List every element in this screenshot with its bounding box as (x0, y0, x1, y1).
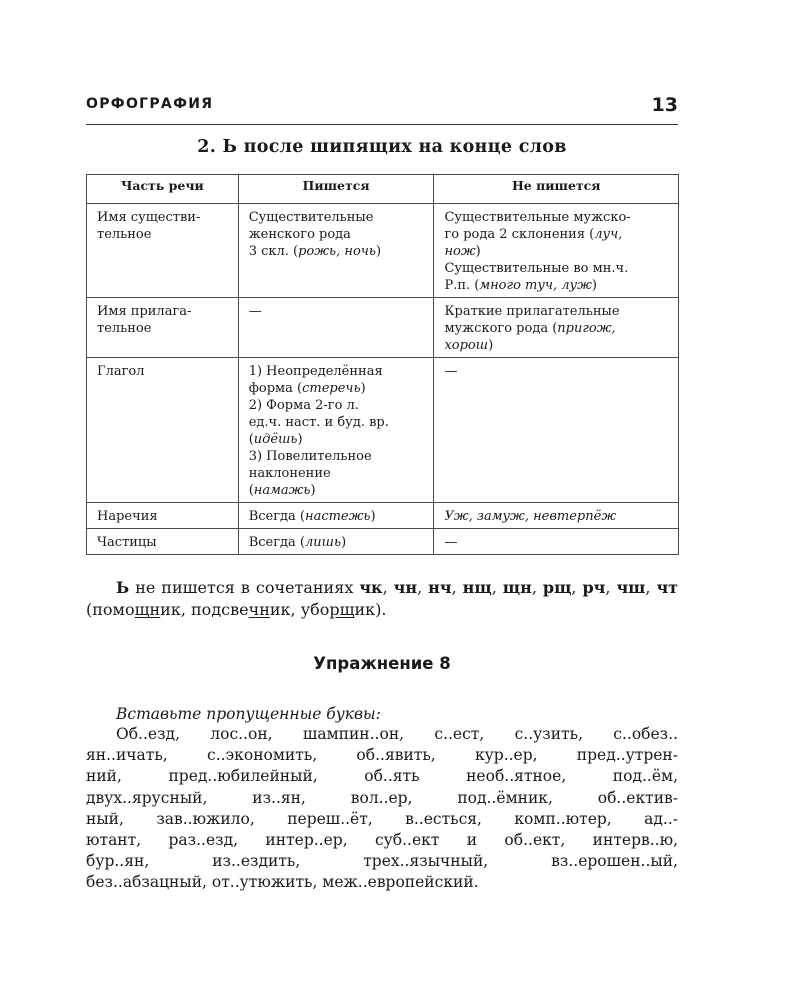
cell-not-written: — (434, 358, 679, 503)
example-word-3: уборщик (300, 600, 376, 619)
table-row-adjective (87, 298, 679, 358)
page-number: 13 (651, 94, 678, 116)
table-row-verb (87, 358, 679, 503)
letter-combinations: чк, чн, нч, нщ, щн, рщ, рч, чш, чт (359, 578, 679, 597)
cell-part-of-speech: Наречия (87, 503, 239, 529)
exercise-title: Упражнение 8 (313, 654, 451, 673)
cell-written: Всегда (настежь) (238, 503, 434, 529)
column-header-written: Пишется (238, 175, 434, 204)
letter-combination: чн (393, 578, 418, 597)
cell-not-written: Уж, замуж, невтерпёж (434, 503, 679, 529)
table-row-noun (87, 204, 679, 298)
table-row-particles (87, 529, 679, 555)
exercise-instruction: Вставьте пропущенные буквы: (116, 705, 381, 723)
cell-part-of-speech: Частицы (87, 529, 239, 555)
table-header-row (87, 175, 679, 204)
exercise-line: ютант, раз..езд, интер..ер, суб..ект и об..ект, интерв..ю, (86, 831, 678, 850)
exercise-line: ян..ичать, с..экономить, об..явить, кур..ер, пред..утрен- (86, 746, 678, 765)
section-title: ОРФОГРАФИЯ (86, 96, 214, 112)
example-word-1: помощник (92, 600, 181, 619)
cell-written: Всегда (лишь) (238, 529, 434, 555)
exercise-line: бур..ян, из..ездить, трех..язычный, вз..ерошен..ый, (86, 852, 678, 871)
letter-combination: нщ (462, 578, 492, 597)
exercise-text (86, 724, 678, 894)
cell-written: 1) Неопределённая форма (стеречь) 2) Форма 2-го л. ед.ч. наст. и буд. вр. (идёшь) 3) Повелительное наклонение (намажь) (238, 358, 434, 503)
cell-not-written: — (434, 529, 679, 555)
rule-note-text: не пишется в сочетаниях (129, 578, 360, 597)
cell-written: — (238, 298, 434, 358)
column-header-not-written: Не пишется (434, 175, 679, 204)
exercise-line: ный, зав..южило, переш..ёт, в..есться, комп..ютер, ад..- (86, 809, 678, 828)
page-header (86, 94, 678, 125)
letter-combination: щн (502, 578, 532, 597)
letter-combination: рч (582, 578, 606, 597)
column-header-part-of-speech: Часть речи (87, 175, 239, 204)
rule-note: Ь не пишется в сочетаниях чк, чн, нч, нщ, щн, рщ, рч, чш, чт (помощник, подсвечник, уборщик). (86, 578, 679, 619)
exercise-line: без..абзацный, от..утюжить, меж..европейский. (86, 873, 479, 892)
examples-open: ( (86, 600, 93, 619)
example-word-2: подсвечник (191, 600, 291, 619)
exercise-line: ний, пред..юбилейный, об..ять необ..ятное, под..ём, (86, 767, 678, 786)
cell-part-of-speech: Имя существи- тельное (87, 204, 239, 298)
letter-combination: чт (656, 578, 679, 597)
letter-combination: нч (428, 578, 452, 597)
cell-not-written: Существительные мужско- го рода 2 склонения (луч, нож) Существительные во мн.ч. Р.п. (много туч, луж) (434, 204, 679, 298)
cell-not-written: Краткие прилагательные мужского рода (пригож, хорош) (434, 298, 679, 358)
spelling-rules-table (86, 174, 679, 555)
cell-part-of-speech: Имя прилага- тельное (87, 298, 239, 358)
table-row-adverbs (87, 503, 679, 529)
topic-title: 2. Ь после шипящих на конце слов (197, 137, 567, 157)
letter-combination: чш (616, 578, 646, 597)
soft-sign: Ь (116, 578, 130, 597)
cell-part-of-speech: Глагол (87, 358, 239, 503)
letter-combination: рщ (542, 578, 572, 597)
letter-combination: чк (359, 578, 383, 597)
examples-close: ). (375, 600, 387, 619)
cell-written: Существительные женского рода 3 скл. (рожь, ночь) (238, 204, 434, 298)
exercise-line: двух..ярусный, из..ян, вол..ер, под..ёмник, об..ектив- (86, 788, 678, 807)
exercise-line: Об..езд, лос..он, шампин..он, с..ест, с..узить, с..обез.. (116, 725, 678, 743)
